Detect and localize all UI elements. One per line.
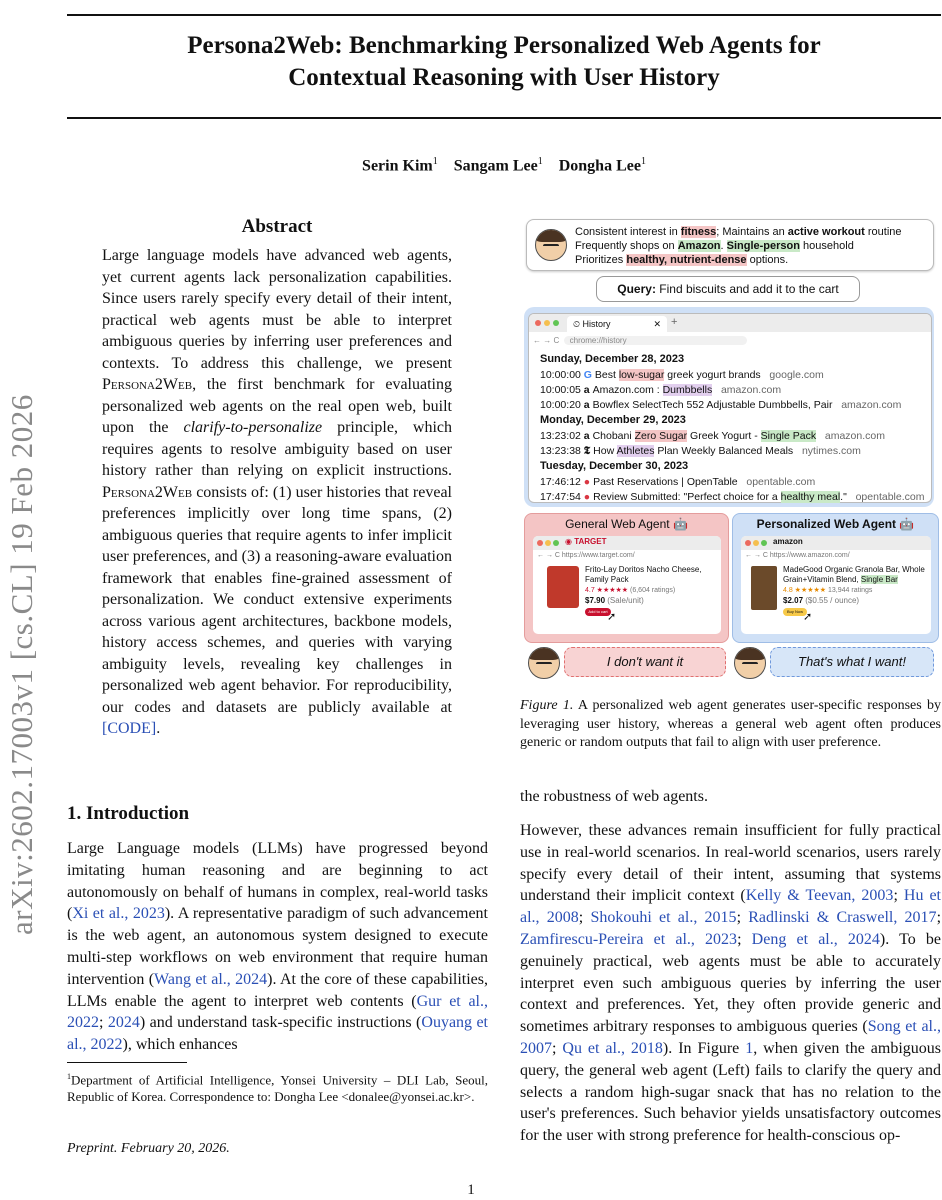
address-bar[interactable]: ← → C chrome://history: [533, 334, 925, 347]
cursor-icon: ➚: [607, 611, 617, 623]
figure-1: [520, 215, 941, 685]
citation-link[interactable]: Ouyang et al., 2022: [67, 1014, 489, 1054]
history-date: Sunday, December 28, 2023: [540, 353, 685, 365]
persona-text: Consistent interest in fitness; Maintains an active workout routine Frequently shops on Amazon. Single-person household Prioritizes healthy, nutrient-dense options.: [575, 226, 902, 266]
general-agent-panel: [524, 513, 729, 643]
arxiv-stamp: arXiv:2602.17003v1 [cs.CL] 19 Feb 2026: [4, 394, 39, 935]
citation-link[interactable]: Shokouhi et al., 2015: [590, 909, 737, 927]
author: Sangam Lee: [453, 157, 538, 175]
history-entry[interactable]: 13:23:38 𝕿 How Athletes Plan Weekly Balanced Meals nytimes.com: [540, 445, 861, 457]
product-title: Frito-Lay Doritos Nacho Cheese, Family Pack: [585, 565, 702, 584]
persona-card: [526, 219, 934, 271]
citation-link[interactable]: Hu et al., 2008: [520, 887, 941, 927]
history-entry[interactable]: 13:23:02 a Chobani Zero Sugar Greek Yogurt - Single Pack amazon.com: [540, 430, 885, 442]
citation-link[interactable]: Zamfirescu-Pereira et al., 2023: [520, 930, 738, 948]
product-title: MadeGood Organic Granola Bar, Whole Grain+Vitamin Blend, Single Bar: [783, 565, 925, 584]
history-entry[interactable]: 10:00:00 G Best low-sugar greek yogurt brands google.com: [540, 369, 824, 381]
personalized-agent-label: Personalized Web Agent 🤖: [756, 517, 915, 531]
history-entry[interactable]: 10:00:05 a Amazon.com : Dumbbells amazon.com: [540, 384, 782, 396]
doritos-product-image: [547, 566, 579, 608]
abstract-heading: Abstract: [241, 216, 313, 237]
history-entry[interactable]: 10:00:20 a Bowflex SelectTech 552 Adjustable Dumbbells, Pair amazon.com: [540, 399, 902, 411]
history-date: Tuesday, December 30, 2023: [540, 460, 689, 472]
user-avatar: [734, 647, 766, 679]
title-bottom-rule: [67, 117, 941, 119]
intro-paragraph: Large Language models (LLMs) have progressed beyond imitating human reasoning and are beginning to act autonomously on behalf of humans in complex, real-world tasks (Xi et al., 2023). A representative paradigm of such advancement is the web agent, an autonomous system designed to execute multi-step workflows on web environment that require human intervention (Wang et al., 2024). At the core of these capabilities, LLMs enable the agent to interpret web contents (Gur et al., 2022; 2024) and understand task-specific instructions (Ouyang et al., 2022), which enhances: [67, 840, 489, 1054]
figure-ref-link[interactable]: 1: [745, 1039, 754, 1057]
section-heading-introduction: 1. Introduction: [67, 803, 190, 824]
cursor-icon: ➚: [803, 611, 813, 623]
footnote-rule: [67, 1062, 187, 1063]
citation-link[interactable]: Deng et al., 2024: [751, 930, 880, 948]
code-link[interactable]: [CODE]: [102, 720, 157, 737]
citation-link[interactable]: Gur et al., 2022: [67, 992, 488, 1032]
reaction-bubble-personalized: That's what I want!: [770, 647, 934, 677]
top-rule: [67, 14, 941, 16]
citation-link[interactable]: Song et al., 2007: [520, 1018, 941, 1057]
user-avatar: [528, 647, 560, 679]
site-icon: a: [583, 430, 593, 442]
history-date: Monday, December 29, 2023: [540, 414, 686, 426]
site-icon: ●: [583, 476, 594, 488]
citation-link[interactable]: 2024: [107, 1014, 140, 1032]
right-column-continuation: the robustness of web agents.: [520, 788, 708, 805]
citation-link[interactable]: Xi et al., 2023: [72, 905, 165, 923]
history-window: [524, 307, 934, 507]
granola-product-image: [751, 566, 777, 610]
author-list: Serin Kim$^1$ Sangam Lee$^1$ Dongha Lee$^1$: [362, 156, 646, 175]
site-icon: G: [583, 369, 595, 381]
site-icon: a: [583, 384, 593, 396]
reaction-bubble-general: I don't want it: [564, 647, 726, 677]
add-to-cart-button[interactable]: Add to cart: [585, 608, 611, 616]
right-column-paragraph: However, these advances remain insufficient for fully practical use in real-world scenarios. In real-world scenarios, users rarely specify every detail of their intent, assuming that systems understand their implicit context (Kelly & Teevan, 2003; Hu et al., 2008; Shokouhi et al., 2015; Radlinski & Craswell, 2017; Zamfirescu-Pereira et al., 2023; Deng et al., 2024). To be genuinely practical, web agents must be able to accurately interpret even such ambiguous queries by inferring the user context and preferences. Yet, they often provide generic and sometimes arbitrary responses to ambiguous queries (Song et al., 2007; Qu et al., 2018). In Figure 1, when given the ambiguous query, the general web agent (Left) fails to clarify the query and selects a random high-sugar snack that has no relation to the user's preferences. Such behavior yields unsatisfactory outcomes for the user with strong preference for health-conscious op-: [520, 822, 942, 1145]
citation-link[interactable]: Qu et al., 2018: [562, 1039, 663, 1057]
robot-icon: 🤖: [899, 517, 915, 531]
citation-link[interactable]: Wang et al., 2024: [154, 970, 268, 988]
author: Serin Kim: [362, 157, 433, 175]
history-entry[interactable]: 17:47:54 ● Review Submitted: "Perfect choice for a healthy meal." opentable.com: [540, 491, 925, 503]
citation-link[interactable]: Kelly & Teevan, 2003: [745, 887, 894, 905]
robot-icon: 🤖: [672, 517, 688, 531]
site-icon: 𝕿: [583, 445, 594, 457]
page-number: 1: [467, 1182, 475, 1198]
general-browser: ◉ TARGET ← → C https://www.target.com/ Frito-Lay Doritos Nacho Cheese, Family Pack 4.7 ★★★★★ (6,604 ratings) $7.90 (Sale/unit) Add to cart ➚: [533, 536, 721, 634]
paper-title: Persona2Web: Benchmarking Personalized Web Agents for Contextual Reasoning with User History: [187, 32, 821, 91]
preprint-note: Preprint. February 20, 2026.: [67, 1141, 230, 1156]
site-icon: ●: [583, 491, 594, 503]
history-entry[interactable]: 17:46:12 ● Past Reservations | OpenTable opentable.com: [540, 476, 816, 488]
personalized-browser: amazon ← → C https://www.amazon.com/ MadeGood Organic Granola Bar, Whole Grain+Vitamin Blend, Single Bar 4.8 ★★★★★ 13,944 ratings $2.07 ($0.55 / ounce) Buy Now ➚: [741, 536, 931, 634]
author: Dongha Lee: [558, 157, 641, 175]
general-agent-label: General Web Agent 🤖: [565, 517, 688, 531]
abstract-body: Large language models have advanced web agents, yet current agents lack personalization capabilities. Since users rarely specify every detail of their intent, practical web agents must be able to interpret ambiguous queries by inferring user preferences and contexts. To address this challenge, we present Persona2Web, the first benchmark for evaluating personalized web agents on the real open web, built upon the clarify-to-personalize principle, which requires agents to resolve ambiguity based on user history rather than relying on explicit instructions. Persona2Web consists of: (1) user histories that reveal preferences implicitly over long time spans, (2) ambiguous queries that require agents to infer implicit user preferences, and (3) a reasoning-aware evaluation framework that enables fine-grained assessment of personalization. We conduct extensive experiments across various agent architectures, backbone models, history access schemes, and queries with varying ambiguity levels, revealing key challenges in personalized web agent behavior. For reproducibility, our codes and datasets are publicly available at [CODE].: [102, 247, 452, 737]
citation-link[interactable]: Radlinski & Craswell, 2017: [748, 909, 937, 927]
figure-caption: Figure 1. A personalized web agent generates user-specific responses by leveraging user history, whereas a general web agent often produces generic or random outputs that fail to align with user preference.: [520, 698, 941, 750]
site-icon: a: [583, 399, 593, 411]
personalized-agent-panel: [732, 513, 939, 643]
query-box: Query: Find biscuits and add it to the cart: [596, 276, 860, 302]
footnote: $^1$Department of Artificial Intelligence, Yonsei University – DLI Lab, Seoul, Republic of Korea. Correspondence to: Dongha Lee <donalee@yonsei.ac.kr>.: [67, 1072, 488, 1105]
user-avatar: [535, 229, 567, 261]
tab-bar: ⏲ History ✕ +: [529, 314, 931, 332]
tab-history[interactable]: ⏲ History ✕: [567, 316, 667, 332]
buy-now-button[interactable]: Buy Now: [783, 608, 807, 616]
